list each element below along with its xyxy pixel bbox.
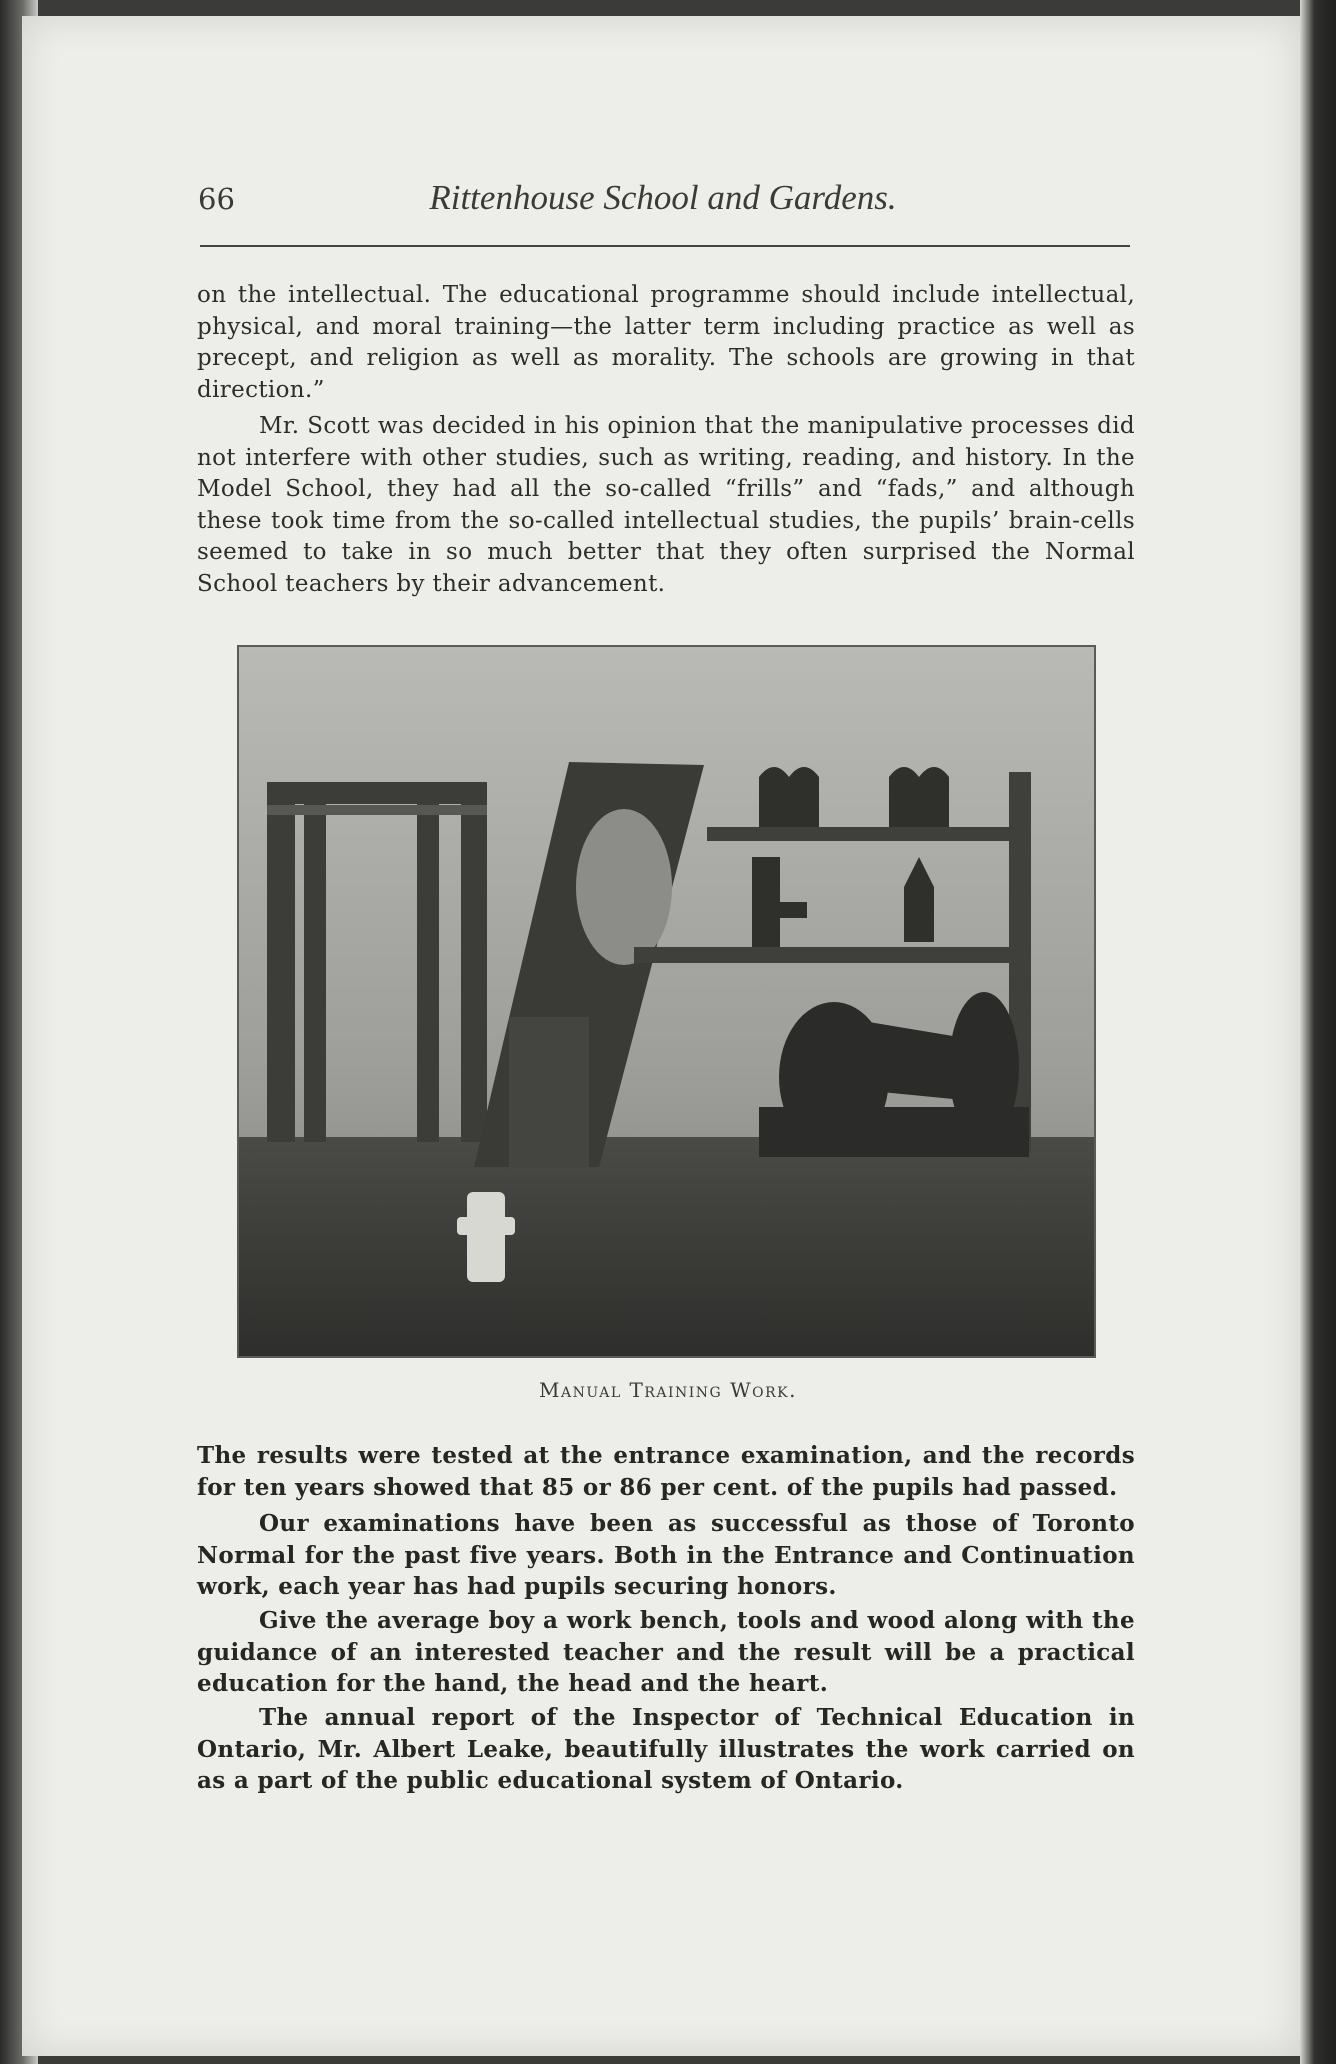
figure-caption: Manual Training Work.	[539, 1378, 797, 1402]
photograph-manual-training-work	[237, 645, 1096, 1358]
paragraph-3: The results were tested at the entrance examination, and the records for ten years showed that 85 or 86 per cent. of the pupils had passed.	[197, 1442, 1135, 1501]
page-header	[198, 178, 1128, 228]
paragraph-1: on the intellectual. The educational programme should include intellectual, physical, and moral training—the latter term including practice as well as precept, and religion as well as morality. The schools are growing in that direction.”	[197, 282, 1135, 403]
page-number: 66	[198, 182, 235, 216]
header-rule	[200, 245, 1130, 247]
photo-illustration	[239, 647, 1094, 1356]
paragraph-5: Give the average boy a work bench, tools and wood along with the guidance of an interested teacher and the result will be a practical education for the hand, the head and the heart.	[197, 1607, 1135, 1697]
running-title: Rittenhouse School and Gardens.	[429, 178, 897, 217]
paragraph-6: The annual report of the Inspector of Technical Education in Ontario, Mr. Albert Leake, beautifully illustrates the work carried on as a part of the public educational system of Ontario.	[197, 1704, 1135, 1794]
paragraph-2: Mr. Scott was decided in his opinion that the manipulative processes did not interfere with other studies, such as writing, reading, and history. In the Model School, they had all the so-called “frills” and “fads,” and although these took time from the so-called intellectual studies, the pupils’ brain-cells seemed to take in so much better that they often surprised the Normal School teachers by their advancement.	[197, 413, 1135, 597]
book-right-edge	[1300, 0, 1336, 2064]
paragraph-4: Our examinations have been as successful as those of Toronto Normal for the past five years. Both in the Entrance and Continuation work, each year has had pupils securing honors.	[197, 1510, 1135, 1600]
